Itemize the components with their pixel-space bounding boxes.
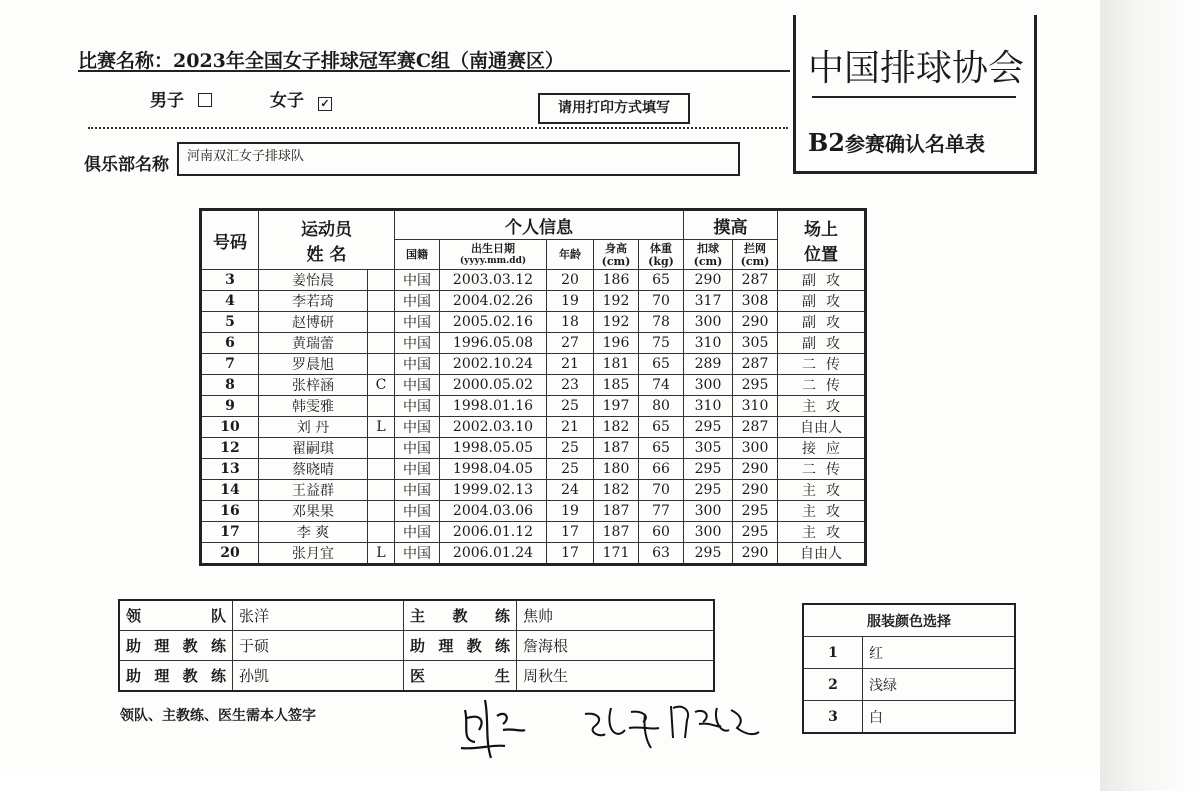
player-mark — [368, 333, 395, 354]
player-age: 19 — [547, 501, 594, 522]
player-spike-reach: 295 — [684, 480, 733, 501]
player-height: 171 — [594, 543, 639, 565]
player-mark: C — [368, 375, 395, 396]
player-age: 17 — [547, 543, 594, 565]
col-block — [733, 240, 778, 270]
col-athlete-1: 运动员 — [301, 220, 352, 240]
player-height: 182 — [594, 480, 639, 501]
player-nationality: 中国 — [395, 501, 440, 522]
player-number: 8 — [201, 375, 259, 396]
player-block-reach: 308 — [733, 291, 778, 312]
player-position: 主攻 — [778, 480, 866, 501]
gender-female — [270, 86, 332, 111]
player-height: 187 — [594, 438, 639, 459]
uniform-option-number: 2 — [803, 669, 863, 701]
player-spike-reach: 300 — [684, 312, 733, 333]
col-height — [594, 240, 639, 270]
player-row — [201, 543, 866, 565]
player-spike-reach: 305 — [684, 438, 733, 459]
col-athlete-2: 姓 名 — [306, 245, 347, 265]
player-height: 196 — [594, 333, 639, 354]
player-position: 主攻 — [778, 396, 866, 417]
player-birth-date: 2002.10.24 — [440, 354, 547, 375]
col-position-2: 位置 — [804, 245, 838, 265]
player-mark: L — [368, 543, 395, 565]
col-height-unit: (cm) — [601, 254, 631, 268]
player-birth-date: 1998.01.16 — [440, 396, 547, 417]
gender-male — [150, 86, 212, 111]
player-position: 自由人 — [778, 417, 866, 438]
page-edge-shadow — [1100, 0, 1200, 791]
print-instruction: 请用打印方式填写 — [538, 93, 690, 124]
player-number: 12 — [201, 438, 259, 459]
player-age: 25 — [547, 396, 594, 417]
player-weight: 65 — [639, 270, 684, 291]
staff-row — [119, 661, 714, 692]
uniform-option — [803, 637, 1015, 669]
player-spike-reach: 295 — [684, 459, 733, 480]
player-position: 二传 — [778, 354, 866, 375]
player-nationality: 中国 — [395, 375, 440, 396]
col-block-label: 拦网 — [744, 241, 766, 255]
uniform-option — [803, 701, 1015, 734]
staff-role: 领队 — [119, 600, 233, 631]
player-number: 7 — [201, 354, 259, 375]
player-nationality: 中国 — [395, 438, 440, 459]
col-birth-format: (yyyy.mm.dd) — [459, 255, 527, 266]
org-name: 中国排球协会 — [808, 48, 1025, 89]
match-name: 比赛名称：2023年全国女子排球冠军赛C组（南通赛区） — [78, 50, 565, 72]
col-age: 年龄 — [547, 240, 594, 270]
player-nationality: 中国 — [395, 459, 440, 480]
staff-table — [118, 599, 715, 692]
staff-role: 主教练 — [404, 600, 517, 631]
player-name: 姜怡晨 — [259, 270, 368, 291]
col-nationality: 国籍 — [395, 240, 440, 270]
player-name: 刘 丹 — [259, 417, 368, 438]
col-weight-label: 体重 — [650, 241, 672, 255]
player-position: 副攻 — [778, 333, 866, 354]
player-row — [201, 480, 866, 501]
player-name: 王益群 — [259, 480, 368, 501]
player-block-reach: 295 — [733, 375, 778, 396]
player-height: 192 — [594, 312, 639, 333]
player-row — [201, 522, 866, 543]
player-weight: 80 — [639, 396, 684, 417]
player-height: 180 — [594, 459, 639, 480]
player-row — [201, 501, 866, 522]
dotted-divider — [88, 127, 788, 129]
col-birth — [440, 240, 547, 270]
player-number: 6 — [201, 333, 259, 354]
player-row — [201, 270, 866, 291]
player-height: 182 — [594, 417, 639, 438]
player-weight: 65 — [639, 354, 684, 375]
player-name: 张梓涵 — [259, 375, 368, 396]
player-name: 翟嗣琪 — [259, 438, 368, 459]
player-position: 二传 — [778, 375, 866, 396]
player-row — [201, 375, 866, 396]
player-number: 20 — [201, 543, 259, 565]
player-position: 二传 — [778, 459, 866, 480]
player-mark — [368, 438, 395, 459]
roster-body — [201, 270, 866, 565]
uniform-option-color: 浅绿 — [863, 669, 1016, 701]
player-birth-date: 2000.05.02 — [440, 375, 547, 396]
match-underline — [78, 70, 790, 72]
club-label: 俱乐部名称 — [84, 155, 169, 175]
col-athlete — [259, 210, 395, 270]
player-name: 韩雯雅 — [259, 396, 368, 417]
uniform-title: 服装颜色选择 — [803, 604, 1015, 637]
col-personal-info: 个人信息 — [395, 210, 684, 240]
col-weight — [639, 240, 684, 270]
player-name: 邓果果 — [259, 501, 368, 522]
player-row — [201, 396, 866, 417]
player-birth-date: 2004.03.06 — [440, 501, 547, 522]
player-weight: 63 — [639, 543, 684, 565]
player-height: 197 — [594, 396, 639, 417]
player-birth-date: 1996.05.08 — [440, 333, 547, 354]
player-age: 21 — [547, 354, 594, 375]
uniform-color-table — [802, 603, 1016, 734]
player-mark — [368, 354, 395, 375]
male-label: 男子 — [150, 91, 184, 111]
player-name: 黄瑞蕾 — [259, 333, 368, 354]
player-name: 张月宜 — [259, 543, 368, 565]
player-position: 副攻 — [778, 312, 866, 333]
staff-name: 于硕 — [233, 631, 404, 661]
staff-role: 助理教练 — [404, 631, 517, 661]
player-spike-reach: 300 — [684, 375, 733, 396]
staff-role: 助理教练 — [119, 661, 233, 692]
col-position — [778, 210, 866, 270]
player-block-reach: 290 — [733, 312, 778, 333]
roster-table — [199, 208, 867, 566]
player-block-reach: 287 — [733, 354, 778, 375]
female-label: 女子 — [270, 91, 304, 111]
player-age: 24 — [547, 480, 594, 501]
player-row — [201, 312, 866, 333]
player-height: 187 — [594, 522, 639, 543]
player-row — [201, 354, 866, 375]
player-spike-reach: 300 — [684, 522, 733, 543]
player-number: 9 — [201, 396, 259, 417]
player-weight: 77 — [639, 501, 684, 522]
staff-name: 孙凯 — [233, 661, 404, 692]
col-birth-label: 出生日期 — [471, 241, 515, 255]
player-row — [201, 438, 866, 459]
player-mark — [368, 501, 395, 522]
player-weight: 78 — [639, 312, 684, 333]
uniform-option-number: 3 — [803, 701, 863, 734]
org-divider — [812, 96, 1016, 98]
form-title — [808, 128, 985, 157]
male-checkbox[interactable] — [198, 93, 212, 107]
staff-name: 张洋 — [233, 600, 404, 631]
player-mark — [368, 396, 395, 417]
handwritten-signatures — [455, 690, 775, 770]
player-number: 4 — [201, 291, 259, 312]
player-mark — [368, 270, 395, 291]
player-height: 186 — [594, 270, 639, 291]
player-height: 181 — [594, 354, 639, 375]
player-position: 自由人 — [778, 543, 866, 565]
player-weight: 66 — [639, 459, 684, 480]
player-spike-reach: 290 — [684, 270, 733, 291]
player-position: 接应 — [778, 438, 866, 459]
player-weight: 65 — [639, 438, 684, 459]
player-block-reach: 287 — [733, 270, 778, 291]
player-position: 副攻 — [778, 291, 866, 312]
player-birth-date: 2005.02.16 — [440, 312, 547, 333]
player-birth-date: 1998.05.05 — [440, 438, 547, 459]
player-mark — [368, 480, 395, 501]
staff-role: 助理教练 — [119, 631, 233, 661]
player-block-reach: 290 — [733, 480, 778, 501]
player-height: 187 — [594, 501, 639, 522]
player-age: 25 — [547, 459, 594, 480]
player-birth-date: 2006.01.12 — [440, 522, 547, 543]
player-weight: 60 — [639, 522, 684, 543]
player-weight: 70 — [639, 480, 684, 501]
player-age: 23 — [547, 375, 594, 396]
player-age: 18 — [547, 312, 594, 333]
player-number: 5 — [201, 312, 259, 333]
player-row — [201, 291, 866, 312]
player-birth-date: 2004.02.26 — [440, 291, 547, 312]
form-code: B2 — [808, 128, 845, 157]
player-nationality: 中国 — [395, 354, 440, 375]
player-position: 副攻 — [778, 270, 866, 291]
player-spike-reach: 310 — [684, 333, 733, 354]
player-birth-date: 2006.01.24 — [440, 543, 547, 565]
player-block-reach: 290 — [733, 543, 778, 565]
uniform-option — [803, 669, 1015, 701]
staff-role: 医生 — [404, 661, 517, 692]
player-number: 14 — [201, 480, 259, 501]
player-mark — [368, 312, 395, 333]
player-row — [201, 333, 866, 354]
player-nationality: 中国 — [395, 312, 440, 333]
staff-body — [119, 600, 714, 691]
player-name: 罗晨旭 — [259, 354, 368, 375]
player-birth-date: 1998.04.05 — [440, 459, 547, 480]
player-position: 主攻 — [778, 522, 866, 543]
player-nationality: 中国 — [395, 291, 440, 312]
col-spike — [684, 240, 733, 270]
col-reach: 摸高 — [684, 210, 778, 240]
uniform-body — [803, 637, 1015, 734]
uniform-option-color: 红 — [863, 637, 1016, 669]
player-row — [201, 459, 866, 480]
col-height-label: 身高 — [605, 241, 627, 255]
player-birth-date: 2002.03.10 — [440, 417, 547, 438]
form-title-text: 参赛确认名单表 — [844, 132, 985, 156]
player-age: 20 — [547, 270, 594, 291]
player-spike-reach: 317 — [684, 291, 733, 312]
player-number: 16 — [201, 501, 259, 522]
player-age: 17 — [547, 522, 594, 543]
player-number: 10 — [201, 417, 259, 438]
player-age: 27 — [547, 333, 594, 354]
staff-row — [119, 600, 714, 631]
player-block-reach: 300 — [733, 438, 778, 459]
staff-row — [119, 631, 714, 661]
player-height: 192 — [594, 291, 639, 312]
player-name: 李若琦 — [259, 291, 368, 312]
col-weight-unit: (kg) — [648, 254, 674, 268]
player-name: 赵博研 — [259, 312, 368, 333]
player-nationality: 中国 — [395, 396, 440, 417]
player-mark — [368, 459, 395, 480]
player-age: 21 — [547, 417, 594, 438]
player-spike-reach: 310 — [684, 396, 733, 417]
col-block-unit: (cm) — [740, 254, 770, 268]
player-number: 3 — [201, 270, 259, 291]
player-number: 17 — [201, 522, 259, 543]
player-spike-reach: 300 — [684, 501, 733, 522]
uniform-option-color: 白 — [863, 701, 1016, 734]
col-number: 号码 — [201, 210, 259, 270]
club-name-field[interactable]: 河南双汇女子排球队 — [177, 142, 740, 176]
staff-name: 焦帅 — [517, 600, 715, 631]
player-height: 185 — [594, 375, 639, 396]
col-spike-label: 扣球 — [697, 241, 719, 255]
player-block-reach: 295 — [733, 522, 778, 543]
col-position-1: 场上 — [804, 220, 838, 240]
player-weight: 70 — [639, 291, 684, 312]
player-spike-reach: 289 — [684, 354, 733, 375]
player-nationality: 中国 — [395, 543, 440, 565]
player-block-reach: 305 — [733, 333, 778, 354]
player-block-reach: 290 — [733, 459, 778, 480]
player-name: 蔡晓晴 — [259, 459, 368, 480]
player-spike-reach: 295 — [684, 417, 733, 438]
player-age: 19 — [547, 291, 594, 312]
player-block-reach: 295 — [733, 501, 778, 522]
player-nationality: 中国 — [395, 270, 440, 291]
player-birth-date: 2003.03.12 — [440, 270, 547, 291]
player-name: 李 爽 — [259, 522, 368, 543]
player-weight: 74 — [639, 375, 684, 396]
player-nationality: 中国 — [395, 480, 440, 501]
player-nationality: 中国 — [395, 417, 440, 438]
player-mark — [368, 291, 395, 312]
signature-note: 领队、主教练、医生需本人签字 — [120, 708, 316, 724]
player-block-reach: 310 — [733, 396, 778, 417]
female-checkbox[interactable]: ✓ — [318, 97, 332, 111]
uniform-option-number: 1 — [803, 637, 863, 669]
player-mark: L — [368, 417, 395, 438]
player-weight: 75 — [639, 333, 684, 354]
staff-name: 詹海根 — [517, 631, 715, 661]
player-block-reach: 287 — [733, 417, 778, 438]
player-number: 13 — [201, 459, 259, 480]
player-row — [201, 417, 866, 438]
player-nationality: 中国 — [395, 333, 440, 354]
staff-name: 周秋生 — [517, 661, 715, 692]
player-birth-date: 1999.02.13 — [440, 480, 547, 501]
player-position: 主攻 — [778, 501, 866, 522]
player-weight: 65 — [639, 417, 684, 438]
col-spike-unit: (cm) — [693, 254, 723, 268]
player-nationality: 中国 — [395, 522, 440, 543]
player-age: 25 — [547, 438, 594, 459]
player-mark — [368, 522, 395, 543]
player-spike-reach: 295 — [684, 543, 733, 565]
